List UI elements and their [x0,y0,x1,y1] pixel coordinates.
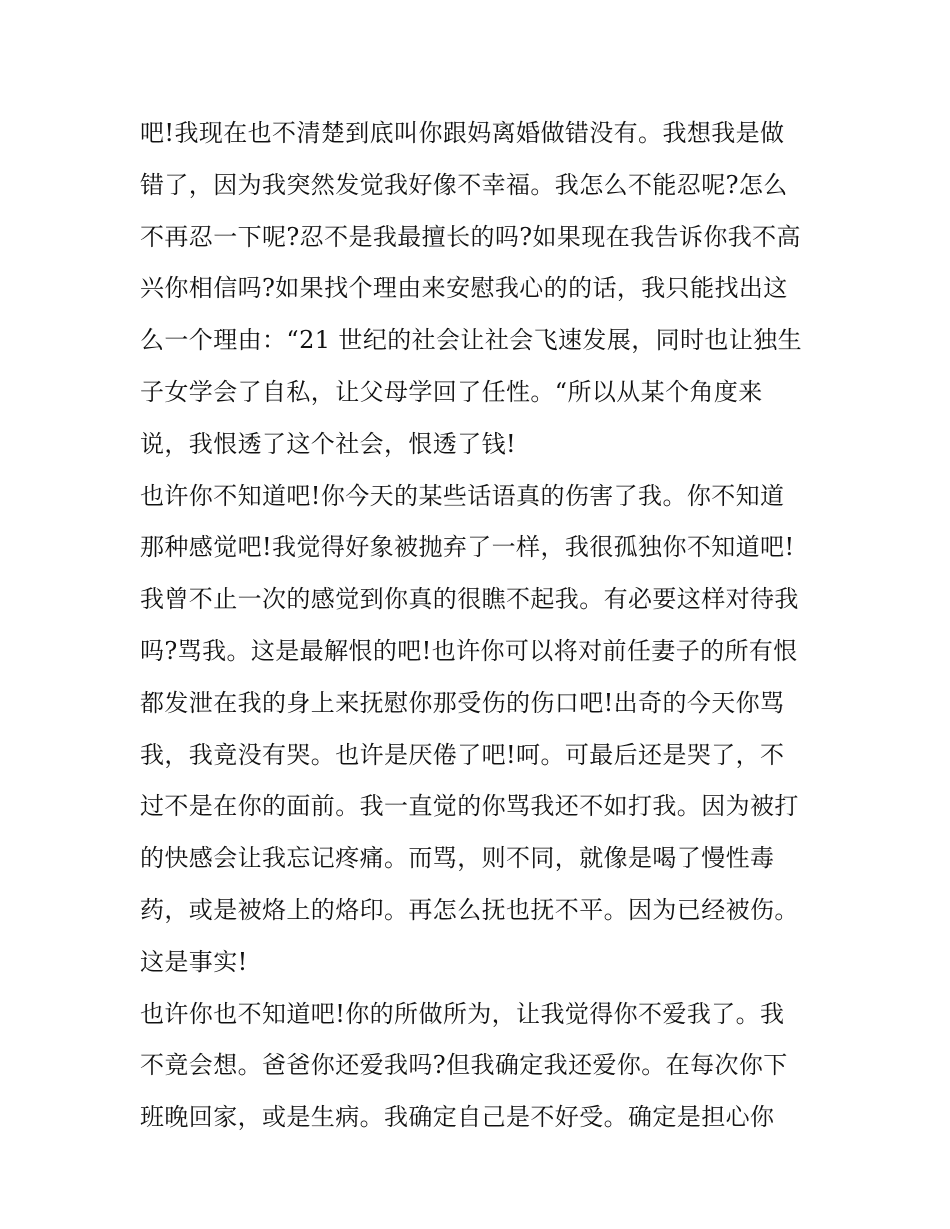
text-line: 不再忍一下呢?忍不是我最擅长的吗?如果现在我告诉你我不高 [140,222,801,251]
text-line: 的快感会让我忘记疼痛。而骂，则不同，就像是喝了慢性毒 [140,844,775,873]
text-line: 错了，因为我突然发觉我好像不幸福。我怎么不能忍呢?怎么 [140,170,788,199]
text-line: 吧!我现在也不清楚到底叫你跟妈离婚做错没有。我想我是做 [140,119,785,147]
text-line: 说，我恨透了这个社会，恨透了钱! [140,429,517,458]
text-line: 班晚回家，或是生病。我确定自己是不好受。确定是担心你 [140,1103,775,1132]
text-line: 也许你也不知道吧!你的所做所为，让我觉得你不爱我了。我 [140,999,785,1028]
text-line: 不竟会想。爸爸你还爱我吗?但我确定我还爱你。在每次你下 [140,1051,788,1080]
text-line: 药，或是被烙上的烙印。再怎么抚也抚不平。因为已经被伤。 [140,895,799,924]
text-line: 过不是在你的面前。我一直觉的你骂我还不如打我。因为被打 [140,792,799,821]
text-line: 这是事实! [140,947,248,976]
text-line: 么一个理由：“21 世纪的社会让社会飞速发展，同时也让独生 [140,326,803,355]
text-line: 那种感觉吧!我觉得好象被抛弃了一样，我很孤独你不知道吧! [140,533,795,562]
text-line: 我曾不止一次的感觉到你真的很瞧不起我。有必要这样对待我 [140,585,799,614]
text-line: 也许你不知道吧!你今天的某些话语真的伤害了我。你不知道 [140,481,785,510]
text-line: 吗?骂我。这是最解恨的吧!也许你可以将对前任妻子的所有恨 [140,636,798,665]
body-text [140,108,830,1144]
text-line: 兴你相信吗?如果找个理由来安慰我心的的话，我只能找出这 [140,274,788,303]
text-line: 子女学会了自私，让父母学回了任性。“所以从某个角度来 [140,377,763,406]
text-line: 都发泄在我的身上来抚慰你那受伤的伤口吧!出奇的今天你骂 [140,688,785,717]
text-line: 我，我竟没有哭。也许是厌倦了吧!呵。可最后还是哭了，不 [140,740,785,769]
